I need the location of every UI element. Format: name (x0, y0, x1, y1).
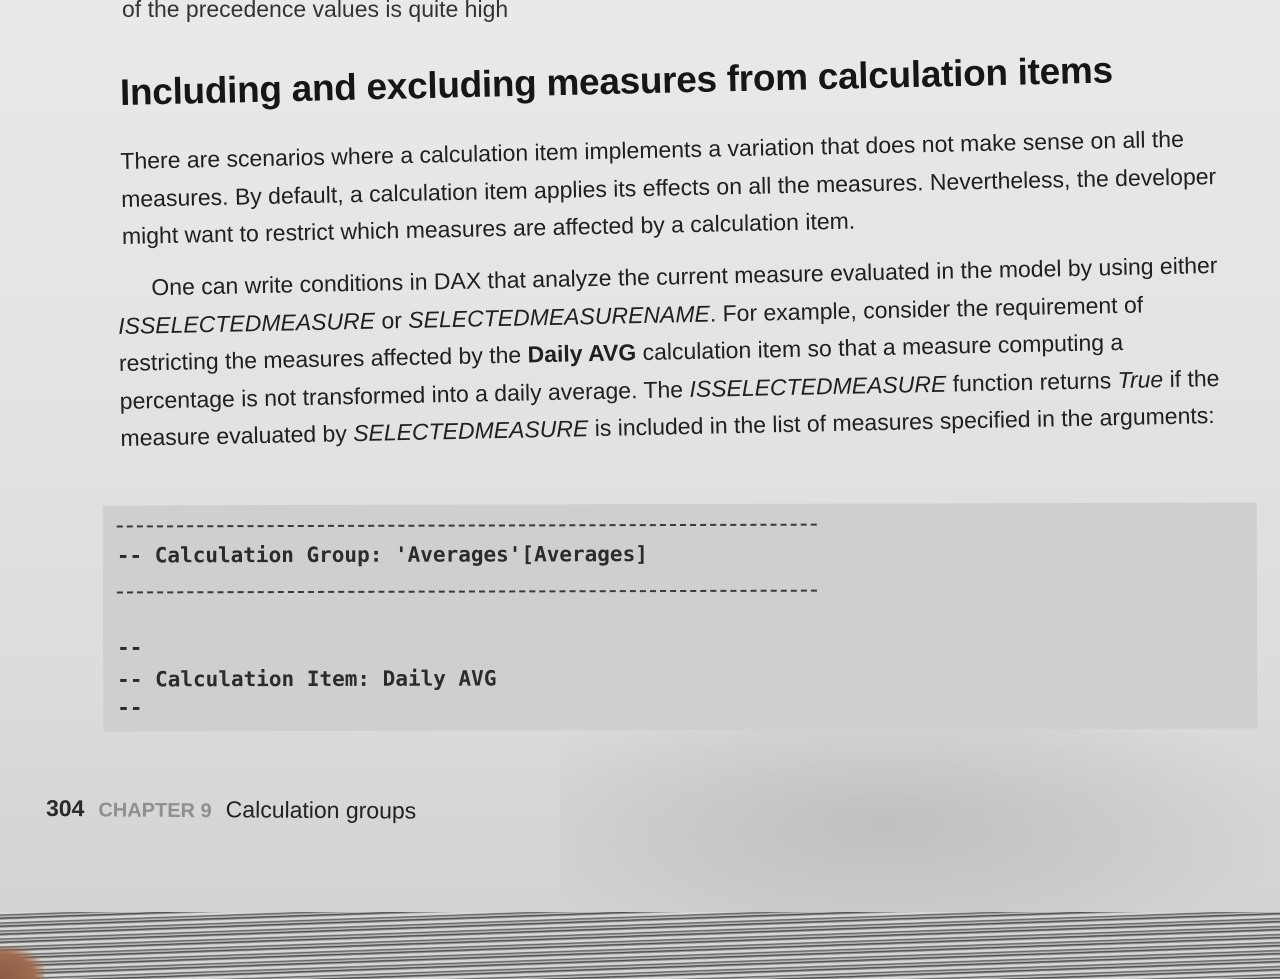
code-line: -- (117, 635, 143, 660)
boolean-value: True (1117, 365, 1164, 393)
section-heading: Including and excluding measures from calculation items (119, 49, 1114, 113)
code-block (103, 502, 1258, 731)
paragraph-2-text: . For example, consider the requirement of restricting the measures affected by the (118, 291, 1144, 376)
paragraph-2-text: calculation item so that a measure computing a percentage is not transformed into a daily average. The (119, 328, 1124, 414)
code-line: -- Calculation Item: Daily AVG (117, 666, 497, 692)
paragraph-2-text: is included in the list of measures specified in the arguments: (588, 402, 1215, 442)
paragraph-2-text: function returns (945, 366, 1118, 397)
function-name: ISSELECTEDMEASURE (117, 307, 376, 339)
function-name: ISSELECTEDMEASURE (689, 370, 947, 402)
thumb (0, 946, 44, 979)
page-footer (46, 795, 416, 825)
paragraph-1: There are scenarios where a calculation item implements a variation that does not make sense on all the measures. By default, a calculation item applies its effects on all the measures. Nevertheless, the developer might want to restrict which measures are affected by a calculation item. (120, 125, 1217, 249)
function-name: SELECTEDMEASURENAME (407, 300, 711, 333)
comment-separator (117, 590, 817, 594)
paragraph-2-text: One can write conditions in DAX that analyze the current measure evaluated in the model by using either (151, 251, 1218, 301)
code-line: -- Calculation Group: 'Averages'[Averages] (116, 542, 648, 568)
page-number: 304 (45, 795, 85, 822)
comment-separator (117, 524, 817, 528)
paragraph-2 (117, 247, 1231, 458)
paragraph-2-text: or (374, 306, 409, 334)
chapter-label: CHAPTER 9 (98, 799, 212, 823)
stacked-page-edges (0, 912, 1280, 979)
chapter-title: Calculation groups (225, 796, 417, 824)
calculation-item-name: Daily AVG (527, 339, 637, 368)
previous-text-fragment: of the precedence values is quite high (122, 0, 509, 22)
paragraph-2-text: if the measure evaluated by (120, 364, 1220, 451)
code-line: -- (117, 695, 143, 720)
function-name: SELECTEDMEASURE (352, 415, 589, 447)
